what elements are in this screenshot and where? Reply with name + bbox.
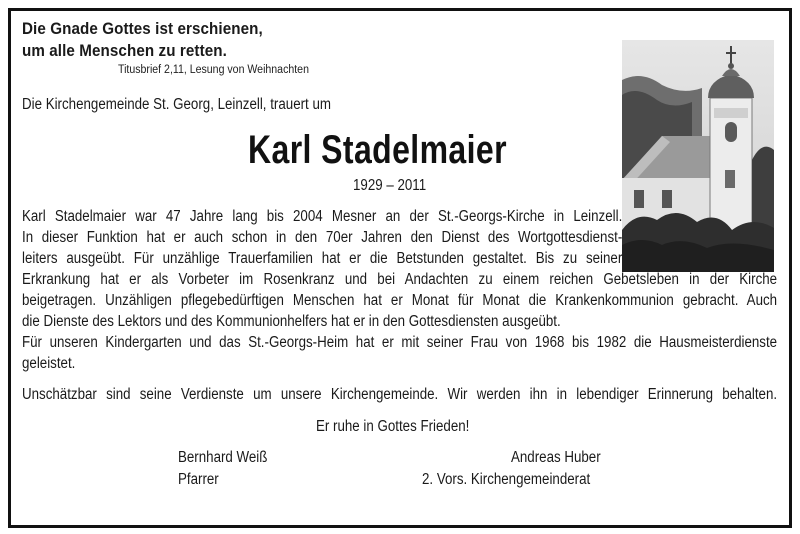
church-illustration	[622, 40, 774, 272]
body-line-1: Karl Stadelmaier war 47 Jahre lang bis 2004 Mesner an der St.-Georgs-Kirche in Leinzell.	[22, 208, 623, 225]
intro-text: Die Kirchengemeinde St. Georg, Leinzell, trauert um	[22, 96, 331, 113]
signature-role-2: 2. Vors. Kirchengemeinderat	[422, 471, 591, 488]
quote-line-1: Die Gnade Gottes ist erschienen,	[22, 20, 263, 38]
church-photo	[622, 40, 774, 272]
body-line-3: leiters ausgeübt. Für unzählige Trauerfamilien hat er die Betstunden gestaltet. Bis zu seiner	[22, 250, 623, 267]
body-line-2: In dieser Funktion hat er auch schon in den 70er Jahren den Dienst des Wortgottesdienst-	[22, 229, 623, 246]
signature-name-1: Bernhard Weiß	[178, 449, 268, 466]
body-line-8: geleistet.	[22, 355, 76, 372]
rip-text: Er ruhe in Gottes Frieden!	[316, 418, 470, 435]
closing-text: Unschätzbar sind seine Verdienste um unsere Kirchengemeinde. Wir werden ihn in lebendiger Erinnerung behalten.	[22, 386, 778, 403]
quote-line-2: um alle Menschen zu retten.	[22, 42, 227, 60]
signature-role-1: Pfarrer	[178, 471, 219, 488]
deceased-name: Karl Stadelmaier	[248, 128, 507, 172]
body-line-5: beigetragen. Unzähligen pflegebedürftigen Menschen hat er Monat für Monat die Krankenkommunion gebracht. Auch	[22, 292, 778, 309]
body-line-6: die Dienste des Lektors und des Kommunionhelfers hat er in den Gottesdiensten ausgeübt.	[22, 313, 561, 330]
quote-source: Titusbrief 2,11, Lesung von Weihnachten	[118, 64, 309, 76]
deceased-years: 1929 – 2011	[353, 177, 427, 194]
body-line-7: Für unseren Kindergarten und das St.-Georgs-Heim hat er mit seiner Frau von 1968 bis 1982 die Hausmeisterdienste	[22, 334, 778, 351]
body-line-4: Erkrankung hat er als Vorbeter im Rosenkranz und bei Andachten zu einem reichen Gebetsleben in der Kirche	[22, 271, 778, 288]
signature-name-2: Andreas Huber	[511, 449, 601, 466]
